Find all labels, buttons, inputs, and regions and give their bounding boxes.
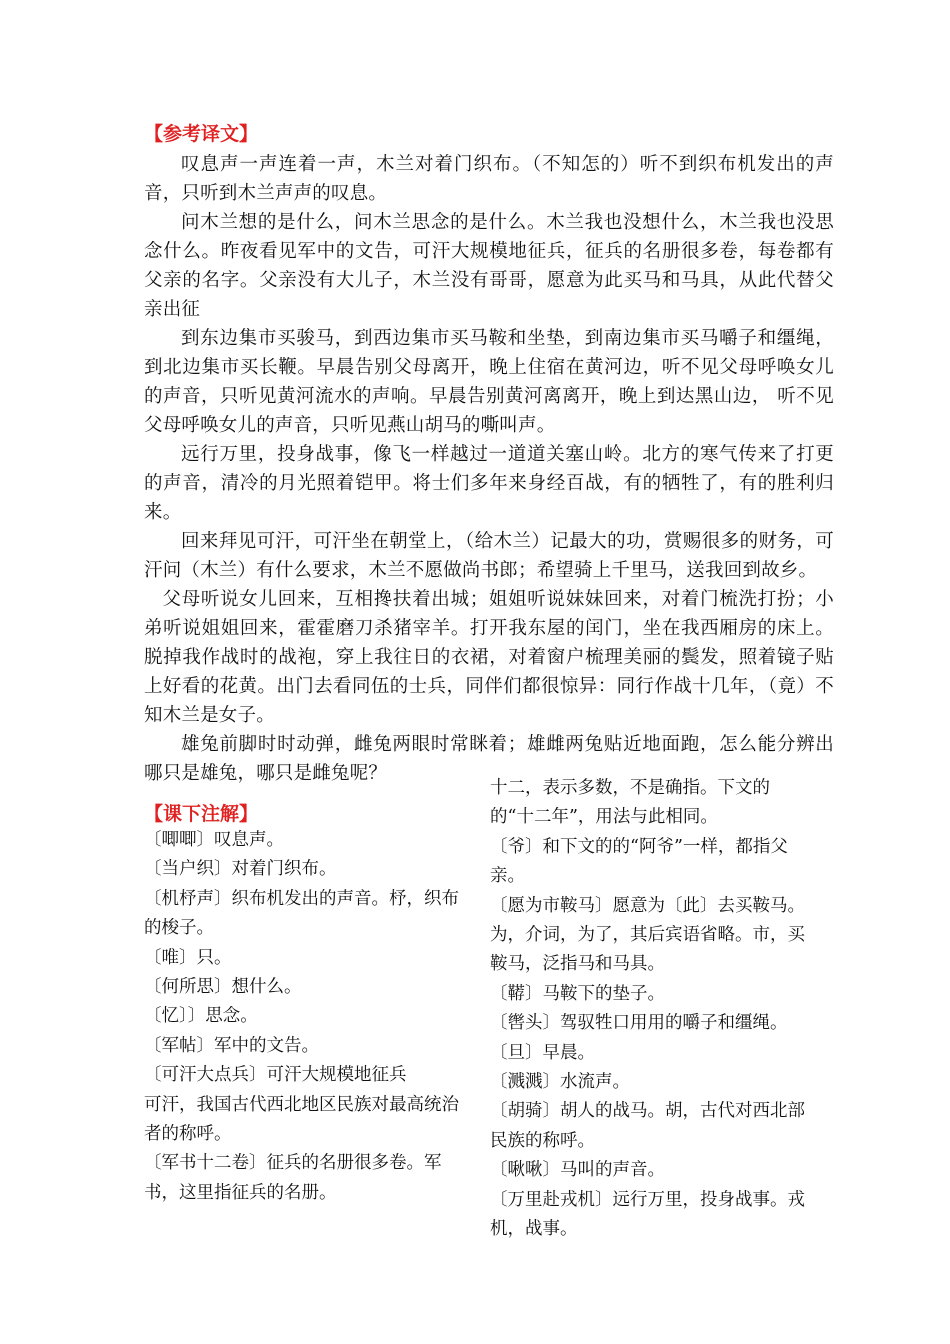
note-item: 〔机杼声〕织布机发出的声音。杼，织布的梭子。 [144, 888, 459, 939]
translation-heading: 【参考译文】 [144, 123, 259, 145]
note-item: 〔军书十二卷〕征兵的名册很多卷。军书，这里指征兵的名册。 [144, 1153, 442, 1203]
translation-paragraph: 回来拜见可汗，可汗坐在朝堂上，（给木兰）记最大的功，赏赐很多的财务，可汗问（木兰）有什么要求，木兰不愿做尚书郎；希望骑上千里马，送我回到故乡。 [144, 531, 834, 581]
note-item: 〔忆〕〕思念。 [144, 1006, 258, 1027]
translation-paragraph: 父母听说女儿回来，互相搀扶着出城；姐姐听说妹妹回来，对着门梳洗打扮；小弟听说姐姐回来，霍霍磨刀杀猪宰羊。打开我东屋的闰门，坐在我西厢房的床上。脱掉我作战时的战袍，穿上我往日的衣裙，对着窗户梳理美丽的鬓发，照着镜子贴上好看的花黄。出门去看同伍的士兵，同伴们都很惊异：同行作战十几年，（竟）不知木兰是女子。 [144, 589, 834, 726]
note-item: 〔何所思〕想什么。 [144, 977, 302, 998]
notes-left-column [144, 826, 462, 1208]
note-item: 〔辔头〕驾驭牲口用用的嚼子和缰绳。 [490, 1013, 788, 1034]
note-item: 〔军帖〕军中的文告。 [144, 1035, 319, 1056]
translation-body [144, 150, 834, 788]
note-item: 〔溅溅〕水流声。 [490, 1072, 630, 1093]
note-item: 〔爷〕和下文的的“阿爷”一样，都指父亲。 [490, 836, 788, 887]
note-item: 〔旦〕早晨。 [490, 1042, 595, 1063]
notes-heading: 【课下注解】 [144, 803, 259, 825]
note-item: 〔唧唧〕叹息声。 [144, 830, 284, 850]
note-item: 〔万里赴戎机〕远行万里，投身战事。戎机，战事。 [490, 1189, 805, 1240]
notes-right-column [490, 774, 810, 1245]
note-item: 〔胡骑〕胡人的战马。胡，古代对西北部民族的称呼。 [490, 1101, 805, 1151]
note-item: 可汗，我国古代西北地区民族对最高统治者的称呼。 [144, 1094, 459, 1145]
note-item: 十二，表示多数，不是确指。下文的的“十二年”，用法与此相同。 [490, 778, 770, 828]
note-item: 〔唯〕只。 [144, 947, 232, 968]
translation-paragraph: 雄兔前脚时时动弹，雌兔两眼时常眯着；雄雌两兔贴近地面跑，怎么能分辨出哪只是雄兔，哪只是雌兔呢？ [144, 734, 834, 784]
translation-paragraph: 问木兰想的是什么，问木兰思念的是什么。木兰我也没想什么，木兰我也没思念什么。昨夜看见军中的文告，可汗大规模地征兵，征兵的名册很多卷，每卷都有父亲的名字。父亲没有大儿子，木兰没有哥哥，愿意为此买马和马具，从此代替父亲出征 [144, 212, 834, 320]
note-item: 〔当户织〕对着门织布。 [144, 859, 337, 880]
translation-paragraph: 叹息声一声连着一声，木兰对着门织布。（不知怎的）听不到织布机发出的声音，只听到木兰声声的叹息。 [144, 154, 834, 204]
note-item: 〔啾啾〕马叫的声音。 [490, 1160, 665, 1181]
note-item: 〔愿为市鞍马〕愿意为〔此〕去买鞍马。为，介词，为了，其后宾语省略。市，买鞍马，泛指马和马具。 [490, 895, 805, 975]
note-item: 〔可汗大点兵〕可汗大规模地征兵 [144, 1065, 407, 1086]
translation-paragraph: 远行万里，投身战事，像飞一样越过一道道关塞山岭。北方的寒气传来了打更的声音，清冷的月光照着铠甲。将士们多年来身经百战，有的牺牲了，有的胜利归来。 [144, 444, 834, 523]
note-item: 〔鞯〕马鞍下的垫子。 [490, 983, 665, 1004]
translation-paragraph: 到东边集市买骏马，到西边集市买马鞍和坐垫，到南边集市买马嚼子和缰绳，到北边集市买长鞭。早晨告别父母离开，晚上住宿在黄河边，听不见父母呼唤女儿的声音，只听见黄河流水的声响。早晨告别黄河离离开，晚上到达黑山边， 听不见父母呼唤女儿的声音，只听见燕山胡马的嘶叫声。 [144, 328, 834, 436]
